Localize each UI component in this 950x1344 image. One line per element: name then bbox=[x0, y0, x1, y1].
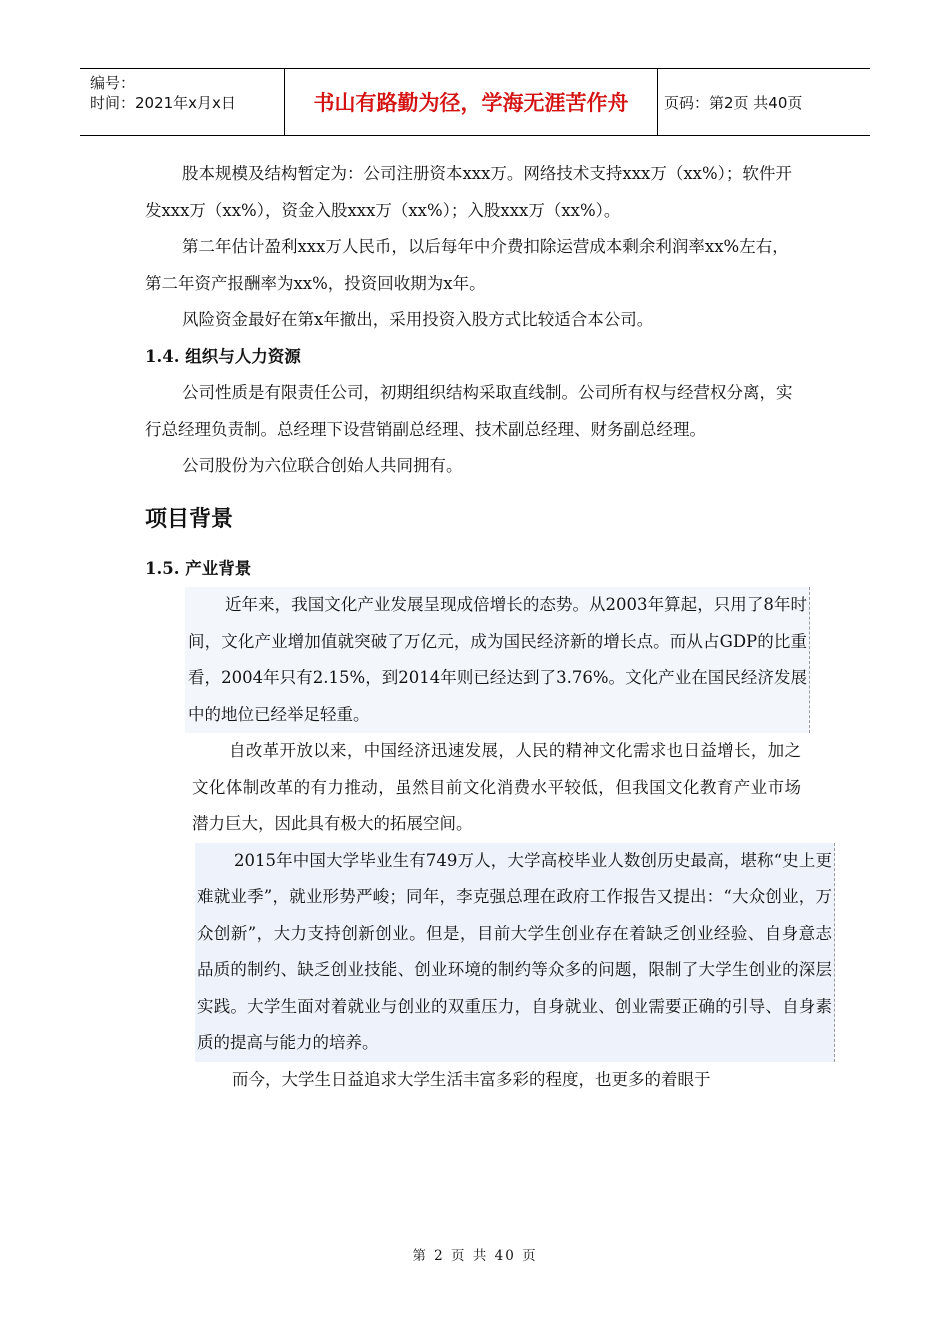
header-motto: 书山有路勤为径，学海无涯苦作舟 bbox=[284, 69, 658, 135]
paragraph-reform: 自改革开放以来，中国经济迅速发展，人民的精神文化需求也日益增长，加之文化体制改革的有力推动，虽然目前文化消费水平较低，但我国文化教育产业市场潜力巨大，因此具有极大的拓展空间。 bbox=[192, 741, 801, 833]
paragraph-equity: 股本规模及结构暂定为：公司注册资本xxx万。网络技术支持xxx万（xx%）；软件开发xxx万（xx%），资金入股xxx万（xx%）；入股xxx万（xx%）。 bbox=[145, 164, 792, 220]
section-1-4-title: 1.4. 组织与人力资源 bbox=[145, 346, 301, 366]
paragraph-organization: 公司性质是有限责任公司，初期组织结构采取直线制。公司所有权与经营权分离，实行总经理负责制。总经理下设营销副总经理、技术副总经理、财务副总经理。 bbox=[145, 383, 793, 439]
document-body bbox=[145, 156, 832, 1098]
number-label: 编号： bbox=[90, 74, 136, 92]
paragraph-industry-growth: 近年来，我国文化产业发展呈现成倍增长的态势。从2003年算起，只用了8年时间，文化产业增加值就突破了万亿元，成为国民经济新的增长点。而从占GDP的比重看，2004年只有2.15%，到2014年则已经达到了3.76%。文化产业在国民经济发展中的地位已经举足轻重。 bbox=[188, 595, 807, 724]
paragraph-risk-capital: 风险资金最好在第x年撤出，采用投资入股方式比较适合本公司。 bbox=[182, 310, 654, 329]
header-page-info: 页码：第2页 共40页 bbox=[664, 93, 803, 112]
paragraph-shares: 公司股份为六位联合创始人共同拥有。 bbox=[182, 456, 463, 475]
paragraph-graduates: 2015年中国大学毕业生有749万人，大学高校毕业人数创历史最高，堪称“史上更难就业季”，就业形势严峻；同年，李克强总理在政府工作报告又提出：“大众创业，万众创新”，大力支持创新创业。但是，目前大学生创业存在着缺乏创业经验、自身意志品质的制约、缺乏创业技能、创业环境的制约等众多的问题，限制了大学生创业的深层实践。大学生面对着就业与创业的双重压力，自身就业、创业需要正确的引导、自身素质的提高与能力的培养。 bbox=[197, 850, 832, 1052]
text-box-reform bbox=[190, 733, 803, 843]
header-left-cell bbox=[80, 69, 284, 135]
text-box-graduates bbox=[195, 843, 835, 1062]
time-label: 时间：2021年x月x日 bbox=[90, 94, 236, 112]
text-box-industry bbox=[185, 587, 810, 733]
section-1-5-title: 1.5. 产业背景 bbox=[145, 558, 252, 578]
paragraph-student-life: 而今，大学生日益追求大学生活丰富多彩的程度，也更多的着眼于 bbox=[232, 1069, 711, 1089]
page-footer: 第 2 页 共 40 页 bbox=[412, 1248, 538, 1264]
chapter-title: 项目背景 bbox=[145, 506, 234, 532]
page-header bbox=[80, 68, 870, 136]
paragraph-profit: 第二年估计盈利xxx万人民币，以后每年中介费扣除运营成本剩余利润率xx%左右，第二年资产报酬率为xx%，投资回收期为x年。 bbox=[145, 237, 789, 293]
